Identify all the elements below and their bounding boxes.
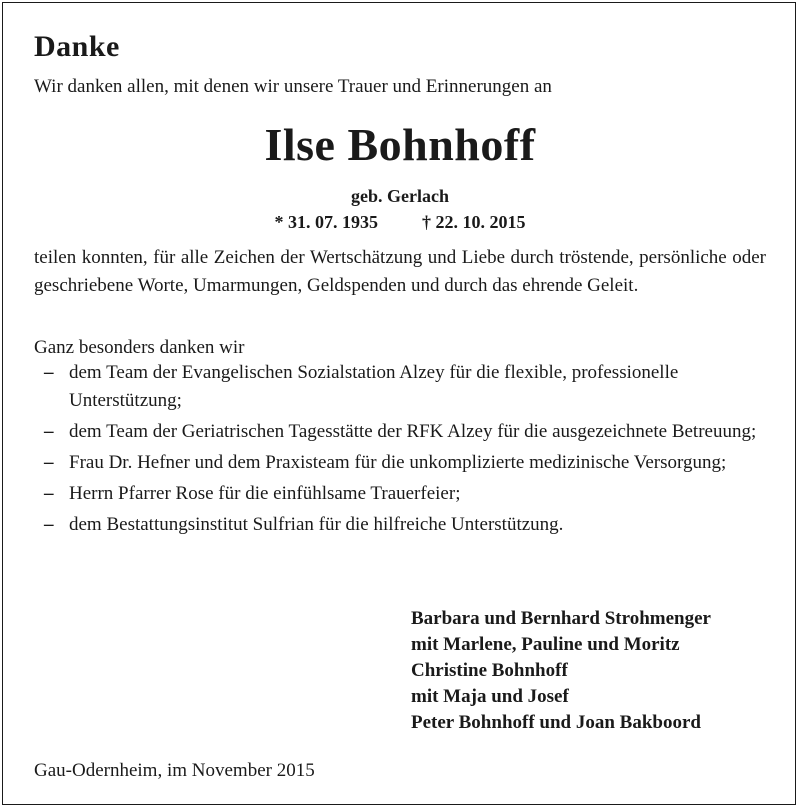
deceased-name: Ilse Bohnhoff [264,119,536,170]
signer-line: Peter Bohnhoff und Joan Bakboord [411,712,701,733]
thanks-item [34,418,766,446]
signer-line: Barbara und Bernhard Strohmenger [411,608,711,629]
thanks-item-text: dem Bestattungsinstitut Sulfrian für die hilfreiche Unterstützung. [69,514,564,535]
place-and-date: Gau-Odernheim, im November 2015 [34,760,315,781]
dash-bullet-icon: – [44,362,54,383]
dash-bullet-icon: – [44,452,54,473]
thanks-item [34,449,766,477]
signer-line: mit Maja und Josef [411,686,569,707]
special-thanks-intro: Ganz besonders danken wir [34,337,245,358]
thanks-item-text: dem Team der Geriatrischen Tagesstätte der RFK Alzey für die ausgezeichnete Betreuung; [69,421,757,442]
dash-bullet-icon: – [44,514,54,535]
dash-bullet-icon: – [44,421,54,442]
death-date: † 22. 10. 2015 [422,212,526,232]
birth-name: geb. Gerlach [351,186,449,206]
life-dates [0,212,800,233]
thanks-item [34,511,766,539]
thanks-item [34,480,766,508]
signer-line: Christine Bohnhoff [411,660,568,681]
special-thanks-list [34,359,766,542]
signer-line: mit Marlene, Pauline und Moritz [411,634,680,655]
thanks-item-text: dem Team der Evangelischen Sozialstation Alzey für die flexible, professionelle Unterstützung; [69,362,679,411]
thanks-item [34,359,766,415]
signers-list [411,606,711,736]
birth-date: * 31. 07. 1935 [274,212,378,232]
thanks-item-text: Herrn Pfarrer Rose für die einfühlsame Trauerfeier; [69,483,461,504]
dash-bullet-icon: – [44,483,54,504]
intro-text: Wir danken allen, mit denen wir unsere Trauer und Erinnerungen an [34,76,552,97]
notice-heading: Danke [34,30,120,63]
thanks-body-text: teilen konnten, für alle Zeichen der Wertschätzung und Liebe durch tröstende, persönliche oder geschriebene Worte, Umarmungen, Geldspenden und durch das ehrende Geleit. [34,247,766,296]
thanks-item-text: Frau Dr. Hefner und dem Praxisteam für die unkomplizierte medizinische Versorgung; [69,452,727,473]
